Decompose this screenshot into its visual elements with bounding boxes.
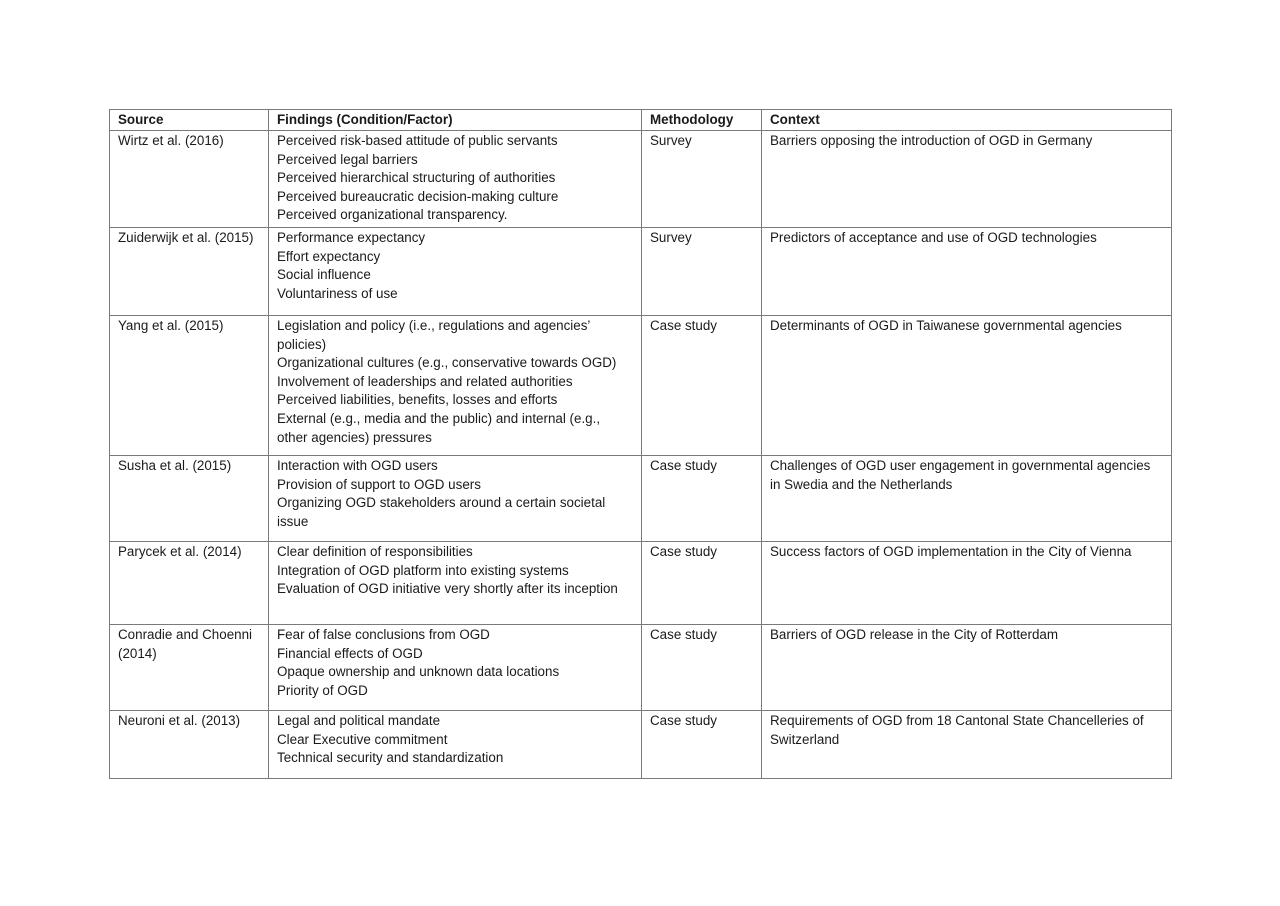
cell-methodology: Survey xyxy=(642,131,762,228)
cell-context: Barriers of OGD release in the City of Rotterdam xyxy=(762,625,1172,711)
table-header-row xyxy=(110,110,1172,131)
cell-methodology: Case study xyxy=(642,711,762,779)
finding-item: Technical security and standardization xyxy=(277,750,504,766)
table-row xyxy=(110,316,1172,456)
cell-findings xyxy=(269,316,642,456)
cell-context: Barriers opposing the introduction of OGD in Germany xyxy=(762,131,1172,228)
cell-findings xyxy=(269,542,642,625)
cell-source: Conradie and Choenni (2014) xyxy=(110,625,269,711)
header-context: Context xyxy=(762,110,1172,131)
header-source: Source xyxy=(110,110,269,131)
finding-item: Clear Executive commitment xyxy=(277,731,448,747)
finding-item: Perceived bureaucratic decision-making culture xyxy=(277,188,559,204)
cell-findings xyxy=(269,711,642,779)
cell-source: Zuiderwijk et al. (2015) xyxy=(110,228,269,316)
finding-item: Voluntariness of use xyxy=(277,285,398,301)
cell-methodology: Case study xyxy=(642,542,762,625)
cell-context: Challenges of OGD user engagement in governmental agencies in Swedia and the Netherlands xyxy=(762,456,1172,542)
finding-item: Perceived liabilities, benefits, losses and efforts xyxy=(277,392,558,408)
finding-item: Perceived hierarchical structuring of authorities xyxy=(277,170,556,186)
cell-context: Success factors of OGD implementation in the City of Vienna xyxy=(762,542,1172,625)
finding-item: Interaction with OGD users xyxy=(277,458,438,473)
finding-item: Social influence xyxy=(277,267,371,283)
finding-item: Financial effects of OGD xyxy=(277,645,423,661)
finding-item: Performance expectancy xyxy=(277,230,426,245)
cell-methodology: Case study xyxy=(642,625,762,711)
cell-context: Requirements of OGD from 18 Cantonal State Chancelleries of Switzerland xyxy=(762,711,1172,779)
finding-item: Legislation and policy (i.e., regulations and agencies’ policies) xyxy=(277,318,590,352)
finding-item: Provision of support to OGD users xyxy=(277,476,481,492)
finding-item: Organizing OGD stakeholders around a certain societal issue xyxy=(277,495,606,529)
cell-source: Wirtz et al. (2016) xyxy=(110,131,269,228)
cell-methodology: Case study xyxy=(642,456,762,542)
table-row xyxy=(110,542,1172,625)
cell-source: Parycek et al. (2014) xyxy=(110,542,269,625)
finding-item: Fear of false conclusions from OGD xyxy=(277,627,490,642)
finding-item: Perceived risk-based attitude of public servants xyxy=(277,133,558,148)
header-methodology: Methodology xyxy=(642,110,762,131)
table-body xyxy=(110,131,1172,779)
finding-item: Perceived legal barriers xyxy=(277,151,418,167)
cell-context: Determinants of OGD in Taiwanese governmental agencies xyxy=(762,316,1172,456)
cell-findings xyxy=(269,625,642,711)
cell-methodology: Survey xyxy=(642,228,762,316)
table-row xyxy=(110,456,1172,542)
cell-methodology: Case study xyxy=(642,316,762,456)
cell-source: Neuroni et al. (2013) xyxy=(110,711,269,779)
finding-item: Evaluation of OGD initiative very shortly after its inception xyxy=(277,581,618,597)
table-row xyxy=(110,711,1172,779)
finding-item: Priority of OGD xyxy=(277,682,368,698)
finding-item: External (e.g., media and the public) and internal (e.g., other agencies) pressures xyxy=(277,410,601,445)
finding-item: Involvement of leaderships and related authorities xyxy=(277,373,573,389)
table-row xyxy=(110,625,1172,711)
finding-item: Clear definition of responsibilities xyxy=(277,544,473,559)
finding-item: Legal and political mandate xyxy=(277,713,441,728)
cell-context: Predictors of acceptance and use of OGD technologies xyxy=(762,228,1172,316)
finding-item: Organizational cultures (e.g., conservative towards OGD) xyxy=(277,355,617,371)
cell-source: Susha et al. (2015) xyxy=(110,456,269,542)
literature-review-table xyxy=(109,109,1172,779)
cell-source: Yang et al. (2015) xyxy=(110,316,269,456)
table-row xyxy=(110,228,1172,316)
finding-item: Opaque ownership and unknown data locations xyxy=(277,664,560,680)
finding-item: Integration of OGD platform into existing systems xyxy=(277,562,569,578)
cell-findings xyxy=(269,228,642,316)
header-findings: Findings (Condition/Factor) xyxy=(269,110,642,131)
table-row xyxy=(110,131,1172,228)
finding-item: Effort expectancy xyxy=(277,248,381,264)
finding-item: Perceived organizational transparency. xyxy=(277,207,508,223)
cell-findings xyxy=(269,456,642,542)
cell-findings xyxy=(269,131,642,228)
